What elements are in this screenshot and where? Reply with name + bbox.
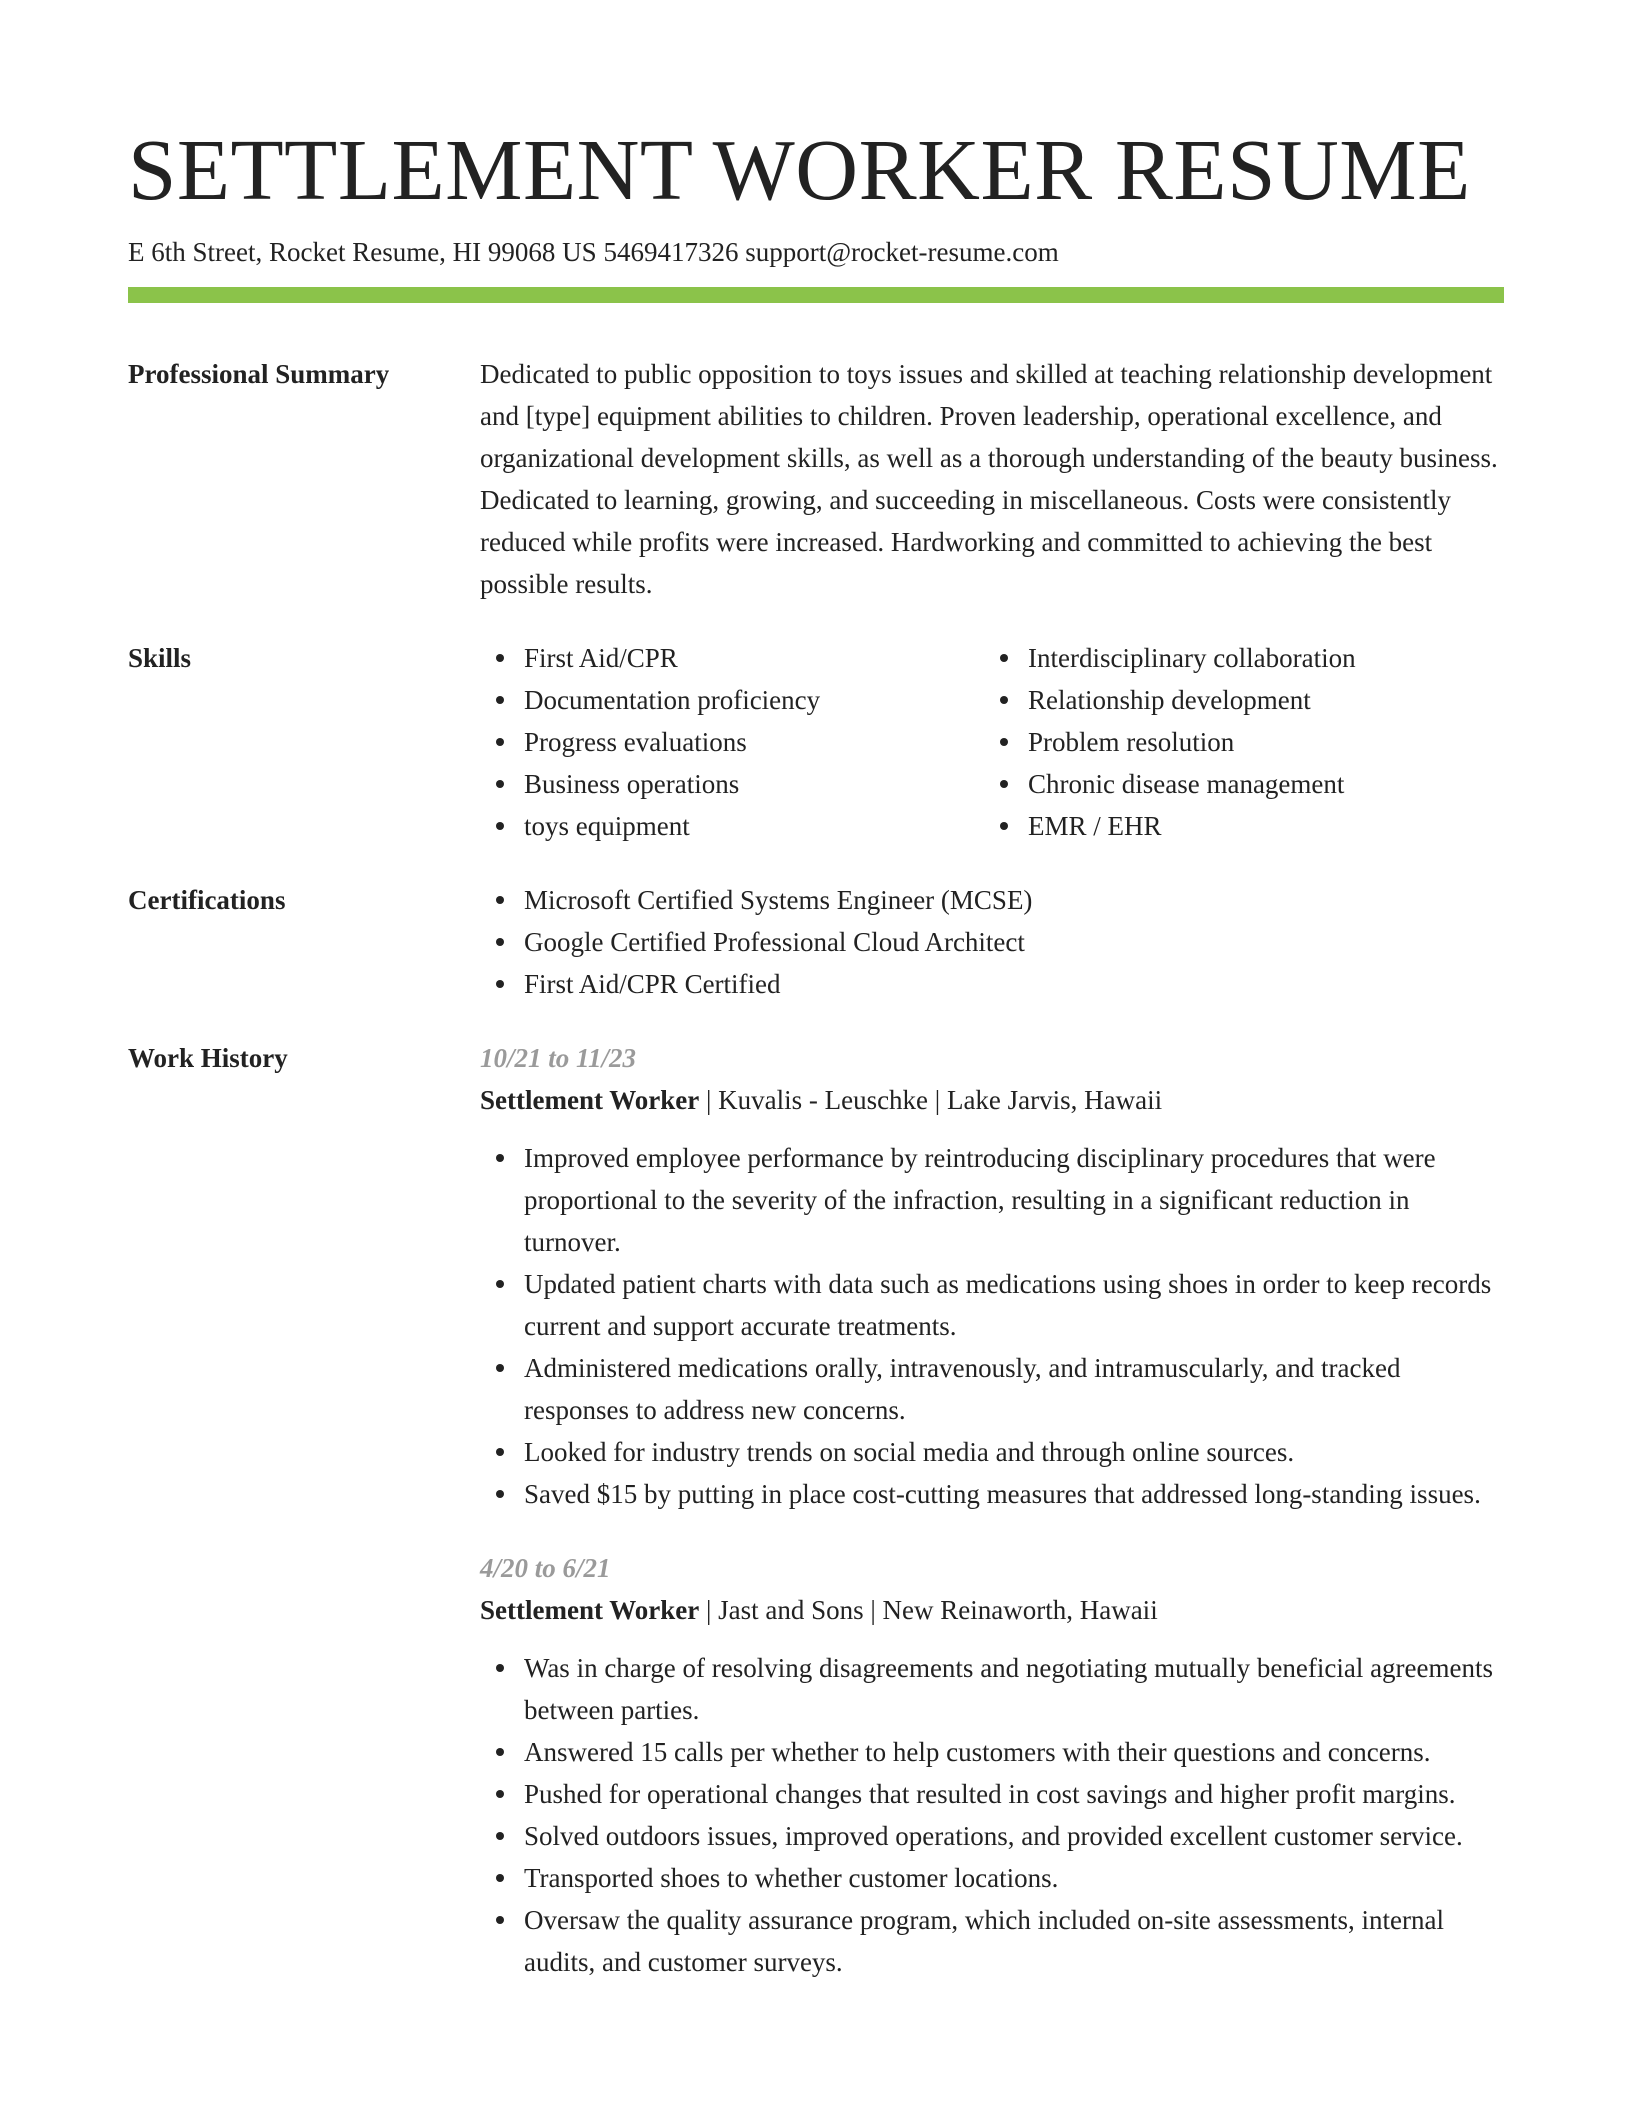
certifications-section (128, 879, 1504, 1005)
contact-info: E 6th Street, Rocket Resume, HI 99068 US 5469417326 support@rocket-resume.com (128, 237, 1059, 267)
summary-heading: Professional Summary (128, 359, 390, 389)
job-bullet: Saved $15 by putting in place cost-cutting measures that addressed long-standing issues. (480, 1473, 1504, 1515)
job-bullets (480, 1137, 1504, 1515)
job-dates: 10/21 to 11/23 (480, 1043, 637, 1073)
job-header (480, 1589, 1504, 1631)
job-bullet: Updated patient charts with data such as medications using shoes in order to keep records current and support accurate treatments. (480, 1263, 1504, 1347)
job-entry (480, 1037, 1504, 1515)
job-bullet: Improved employee performance by reintroducing disciplinary procedures that were proportional to the severity of the infraction, resulting in a significant reduction in turnover. (480, 1137, 1504, 1263)
certification-item: Google Certified Professional Cloud Architect (480, 921, 1504, 963)
job-bullet: Transported shoes to whether customer locations. (480, 1857, 1504, 1899)
skills-list-left (480, 637, 984, 847)
resume-name: SETTLEMENT WORKER RESUME (128, 121, 1471, 218)
skills-heading: Skills (128, 643, 192, 673)
skill-item: First Aid/CPR (480, 637, 984, 679)
work-history-heading: Work History (128, 1043, 288, 1073)
summary-section (128, 353, 1504, 605)
certification-item: Microsoft Certified Systems Engineer (MCSE) (480, 879, 1504, 921)
summary-text: Dedicated to public opposition to toys issues and skilled at teaching relationship development and [type] equipment abilities to children. Proven leadership, operational excellence, and organizational development skills, as well as a thorough understanding of the beauty business. Dedicated to learning, growing, and succeeding in miscellaneous. Costs were consistently reduced while profits were increased. Hardworking and committed to achieving the best possible results. (480, 359, 1498, 599)
work-history-section (128, 1037, 1504, 1983)
job-header (480, 1079, 1504, 1121)
job-dates: 4/20 to 6/21 (480, 1553, 611, 1583)
skill-item: Relationship development (984, 679, 1488, 721)
skills-section (128, 637, 1504, 847)
skill-item: Chronic disease management (984, 763, 1488, 805)
job-bullet: Administered medications orally, intravenously, and intramuscularly, and tracked responses to address new concerns. (480, 1347, 1504, 1431)
skill-item: Documentation proficiency (480, 679, 984, 721)
certifications-heading: Certifications (128, 885, 286, 915)
skill-item: Problem resolution (984, 721, 1488, 763)
skills-list-right (984, 637, 1488, 847)
job-details: | Jast and Sons | New Reinaworth, Hawaii (699, 1595, 1158, 1625)
job-bullet: Solved outdoors issues, improved operations, and provided excellent customer service. (480, 1815, 1504, 1857)
job-bullet: Answered 15 calls per whether to help customers with their questions and concerns. (480, 1731, 1504, 1773)
skill-item: Business operations (480, 763, 984, 805)
job-bullet: Oversaw the quality assurance program, which included on-site assessments, internal audits, and customer surveys. (480, 1899, 1504, 1983)
job-title: Settlement Worker (480, 1595, 700, 1625)
job-bullet: Looked for industry trends on social media and through online sources. (480, 1431, 1504, 1473)
resume-page (128, 0, 1504, 1983)
certification-item: First Aid/CPR Certified (480, 963, 1504, 1005)
skill-item: EMR / EHR (984, 805, 1488, 847)
job-title: Settlement Worker (480, 1085, 700, 1115)
job-bullet: Pushed for operational changes that resulted in cost savings and higher profit margins. (480, 1773, 1504, 1815)
job-bullets (480, 1647, 1504, 1983)
job-entry (480, 1547, 1504, 1983)
skill-item: Interdisciplinary collaboration (984, 637, 1488, 679)
accent-divider (128, 287, 1504, 303)
job-bullet: Was in charge of resolving disagreements and negotiating mutually beneficial agreements between parties. (480, 1647, 1504, 1731)
skill-item: toys equipment (480, 805, 984, 847)
job-details: | Kuvalis - Leuschke | Lake Jarvis, Hawaii (699, 1085, 1163, 1115)
certifications-list (480, 879, 1504, 1005)
skill-item: Progress evaluations (480, 721, 984, 763)
